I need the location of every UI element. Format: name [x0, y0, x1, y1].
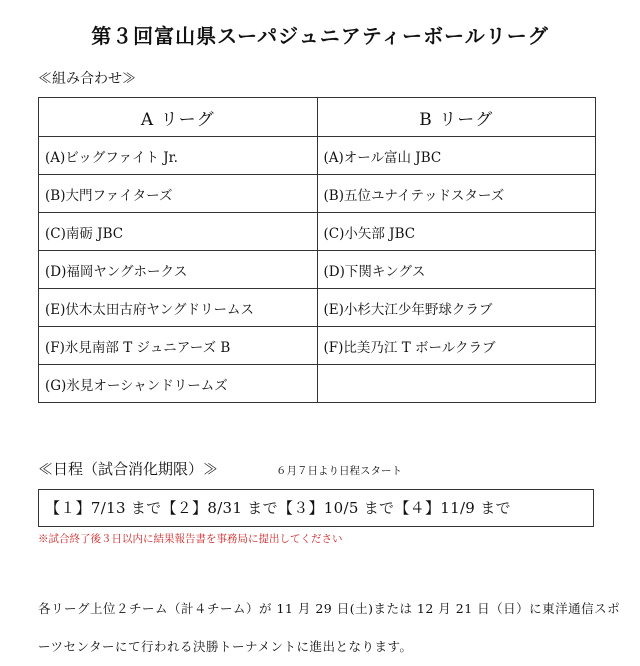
schedule-start-note: ６月７日より日程スタート — [276, 465, 402, 477]
footer-text-line-2: ーツセンターにて行われる決勝トーナメントに進出となります。 — [38, 639, 413, 654]
b-league-team: (E)小杉大江少年野球クラブ — [317, 289, 596, 327]
table-row — [39, 137, 596, 175]
league-table — [38, 97, 596, 403]
a-league-team: (C)南砺 JBC — [39, 213, 318, 251]
a-league-header: A リーグ — [39, 98, 318, 137]
report-note: ※試合終了後３日以内に結果報告書を事務局に提出してください — [38, 533, 343, 545]
b-league-team: (A)オール富山 JBC — [317, 137, 596, 175]
page-title: 第３回富山県スーパジュニアティーボールリーグ — [91, 24, 549, 48]
table-row — [39, 213, 596, 251]
table-row — [39, 365, 596, 403]
a-league-team: (G)氷見オーシャンドリームズ — [39, 365, 318, 403]
table-row — [39, 175, 596, 213]
a-league-team: (D)福岡ヤングホークス — [39, 251, 318, 289]
table-row — [39, 289, 596, 327]
b-league-team: (D)下関キングス — [317, 251, 596, 289]
a-league-team: (E)伏木太田古府ヤングドリームス — [39, 289, 318, 327]
b-league-team-empty — [317, 365, 596, 403]
b-league-team: (C)小矢部 JBC — [317, 213, 596, 251]
table-header-row — [39, 98, 596, 137]
a-league-team: (A)ビッグファイト Jr. — [39, 137, 318, 175]
section-label-schedule: ≪日程（試合消化期限）≫ — [38, 460, 219, 478]
b-league-team: (F)比美乃江 T ボールクラブ — [317, 327, 596, 365]
table-row — [39, 251, 596, 289]
schedule-deadlines: 【１】7/13 まで【２】8/31 まで【３】10/5 まで【４】11/9 まで — [38, 489, 594, 527]
section-label-kumiawase: ≪組み合わせ≫ — [38, 71, 136, 87]
b-league-header: B リーグ — [317, 98, 596, 137]
b-league-team: (B)五位ユナイテッドスターズ — [317, 175, 596, 213]
a-league-team: (B)大門ファイターズ — [39, 175, 318, 213]
footer-text-line-1: 各リーグ上位２チーム（計４チーム）が 11 月 29 日(土)または 12 月 21 日（日）に東洋通信スポ — [38, 601, 621, 616]
a-league-team: (F)氷見南部 T ジュニアーズ B — [39, 327, 318, 365]
table-row — [39, 327, 596, 365]
